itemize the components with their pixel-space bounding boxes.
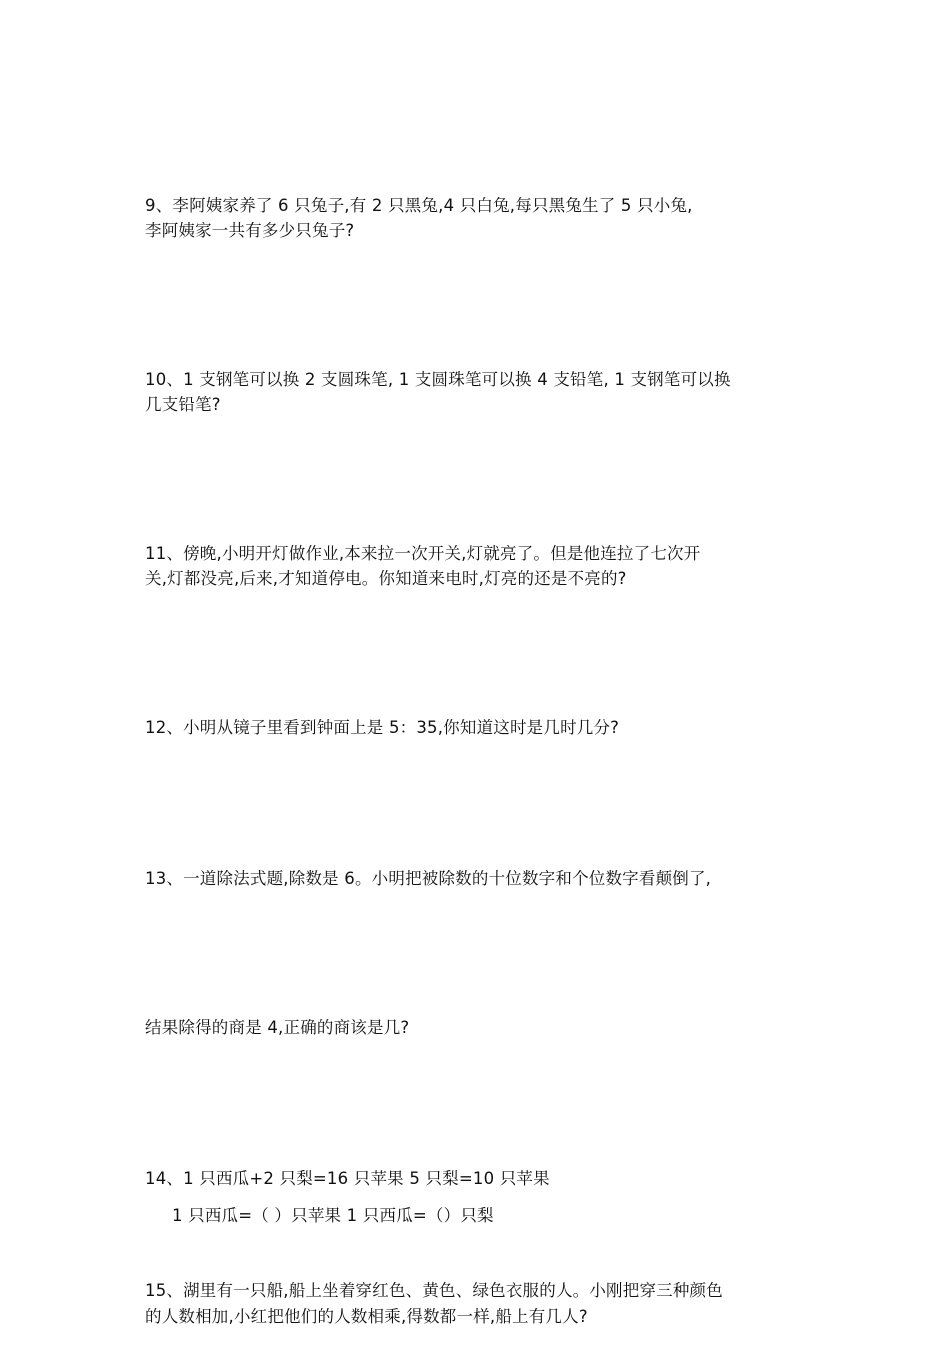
problem-9-line-2: 李阿姨家一共有多少只兔子? — [145, 221, 355, 240]
problem-10-line-2: 几支铅笔? — [145, 395, 221, 414]
problem-12-line-1: 12、小明从镜子里看到钟面上是 5：35,你知道这时是几时几分? — [145, 718, 620, 737]
problem-11-line-2: 关,灯都没亮,后来,才知道停电。你知道来电时,灯亮的还是不亮的? — [145, 569, 627, 588]
problem-9-line-1: 9、李阿姨家养了 6 只兔子,有 2 只黑兔,4 只白兔,每只黑兔生了 5 只小兔, — [145, 196, 693, 215]
problem-13-line-2: 结果除得的商是 4,正确的商该是几? — [145, 1018, 410, 1037]
problem-14-line-2: 1 只西瓜=（ ）只苹果 1 只西瓜=（）只梨 — [172, 1206, 494, 1225]
problem-14-line-1: 14、1 只西瓜+2 只梨=16 只苹果 5 只梨=10 只苹果 — [145, 1169, 550, 1188]
problem-10-line-1: 10、1 支钢笔可以换 2 支圆珠笔, 1 支圆珠笔可以换 4 支铅笔, 1 支钢笔可以换 — [145, 370, 731, 389]
problem-11-line-1: 11、傍晚,小明开灯做作业,本来拉一次开关,灯就亮了。但是他连拉了七次开 — [145, 544, 701, 563]
problem-13-line-1: 13、一道除法式题,除数是 6。小明把被除数的十位数字和个位数字看颠倒了, — [145, 869, 712, 888]
problem-15-line-2: 的人数相加,小红把他们的人数相乘,得数都一样,船上有几人? — [145, 1307, 588, 1326]
problem-15-line-1: 15、湖里有一只船,船上坐着穿红色、黄色、绿色衣服的人。小刚把穿三种颜色 — [145, 1281, 723, 1300]
